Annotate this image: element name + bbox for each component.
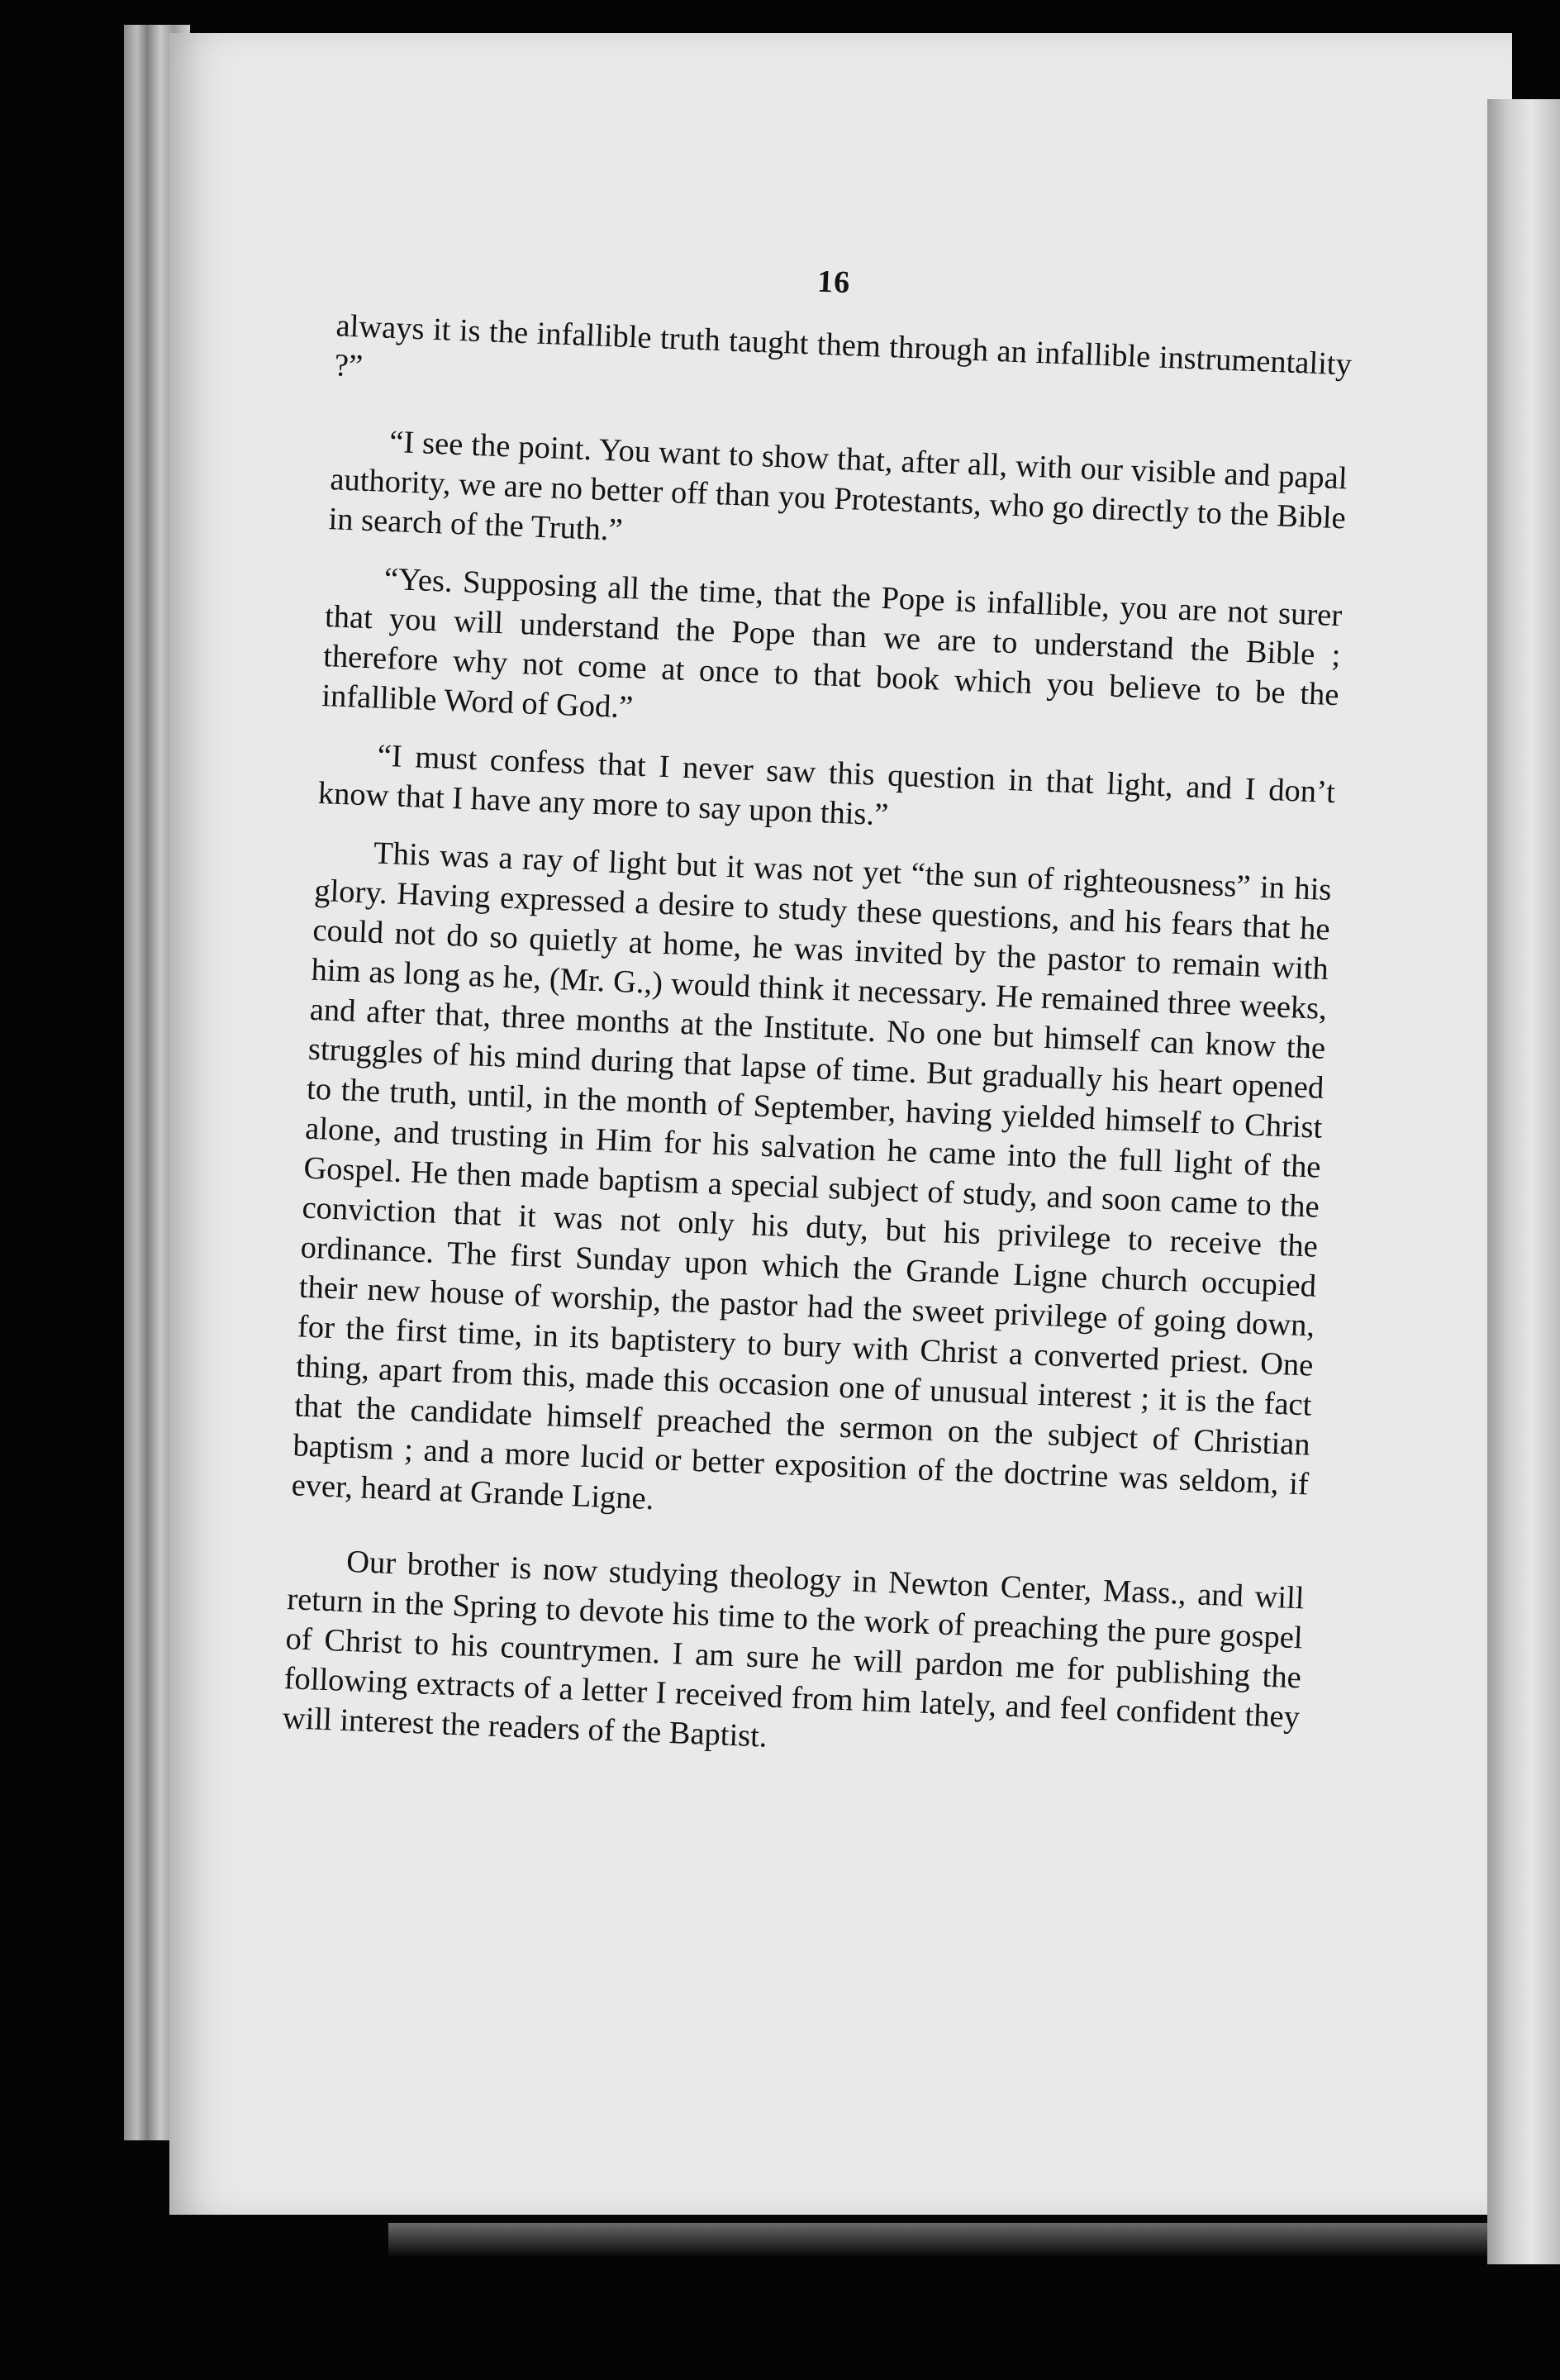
paragraph-5: This was a ray of light but it was not yet “the sun of righteousness” in his glory. Having expressed a desire to study these questions, and his fears that he could not do so quietly at home, he was invited by the pastor to remain with him as long as he, (Mr. G.,) would think it necessary. He remained three weeks, and after that, three months at the Institute. No one but himself can know the struggles of his mind during that lapse of time. But gradually his heart opened to the truth, until, in the month of September, having yielded himself to Christ alone, and trusting in Him for his salvation he came into the full light of the Gospel. He then made baptism a special subject of study, and soon came to the conviction that it was not only his duty, but his privilege to receive the ordinance. The first Sunday upon which the Grande Ligne church occupied their new house of worship, the pastor had the sweet privilege of going down, for the first time, in its baptistery to bury with Christ a converted priest. One thing, apart from this, made this occasion one of unusual interest ; it is the fact that the candidate himself preached the sermon on the subject of Christian baptism ; and a more lucid or better exposition of the doctrine was seldom, if ever, heard at Grande Ligne. [290, 835, 1333, 1517]
page-text-block [281, 245, 1354, 1795]
page-number: 16 [816, 264, 851, 301]
paragraph-3: “Yes. Supposing all the time, that the Pope is infallible, you are not surer that you will understand the Pope than we are to understand the Bible ; therefore why not come at once to that book which you believe to be the infallible Word of God.” [321, 561, 1343, 726]
paragraph-6: Our brother is now studying theology in Newton Center, Mass., and will return in the Spring to devote his time to the work of preaching the pure gospel of Christ to his countrymen. I am sure he will pardon me for publishing the following extracts of a letter I received from him lately, and feel confident they will interest the readers of the Baptist. [282, 1544, 1306, 1754]
paragraph-4: “I must confess that I never saw this question in that light, and I don’t know that I have any more to say upon this.” [317, 738, 1336, 833]
paragraph-1: always it is the infallible truth taught them through an infallible instrumentality ?” [334, 308, 1353, 384]
page-bottom-shadow [388, 2223, 1487, 2256]
book-spine-edge [1487, 99, 1560, 2264]
paragraph-2: “I see the point. You want to show that, after all, with our visible and papal authority, we are no better off than you Protestants, who go directly to the Bible in search of the Truth.” [327, 424, 1348, 548]
